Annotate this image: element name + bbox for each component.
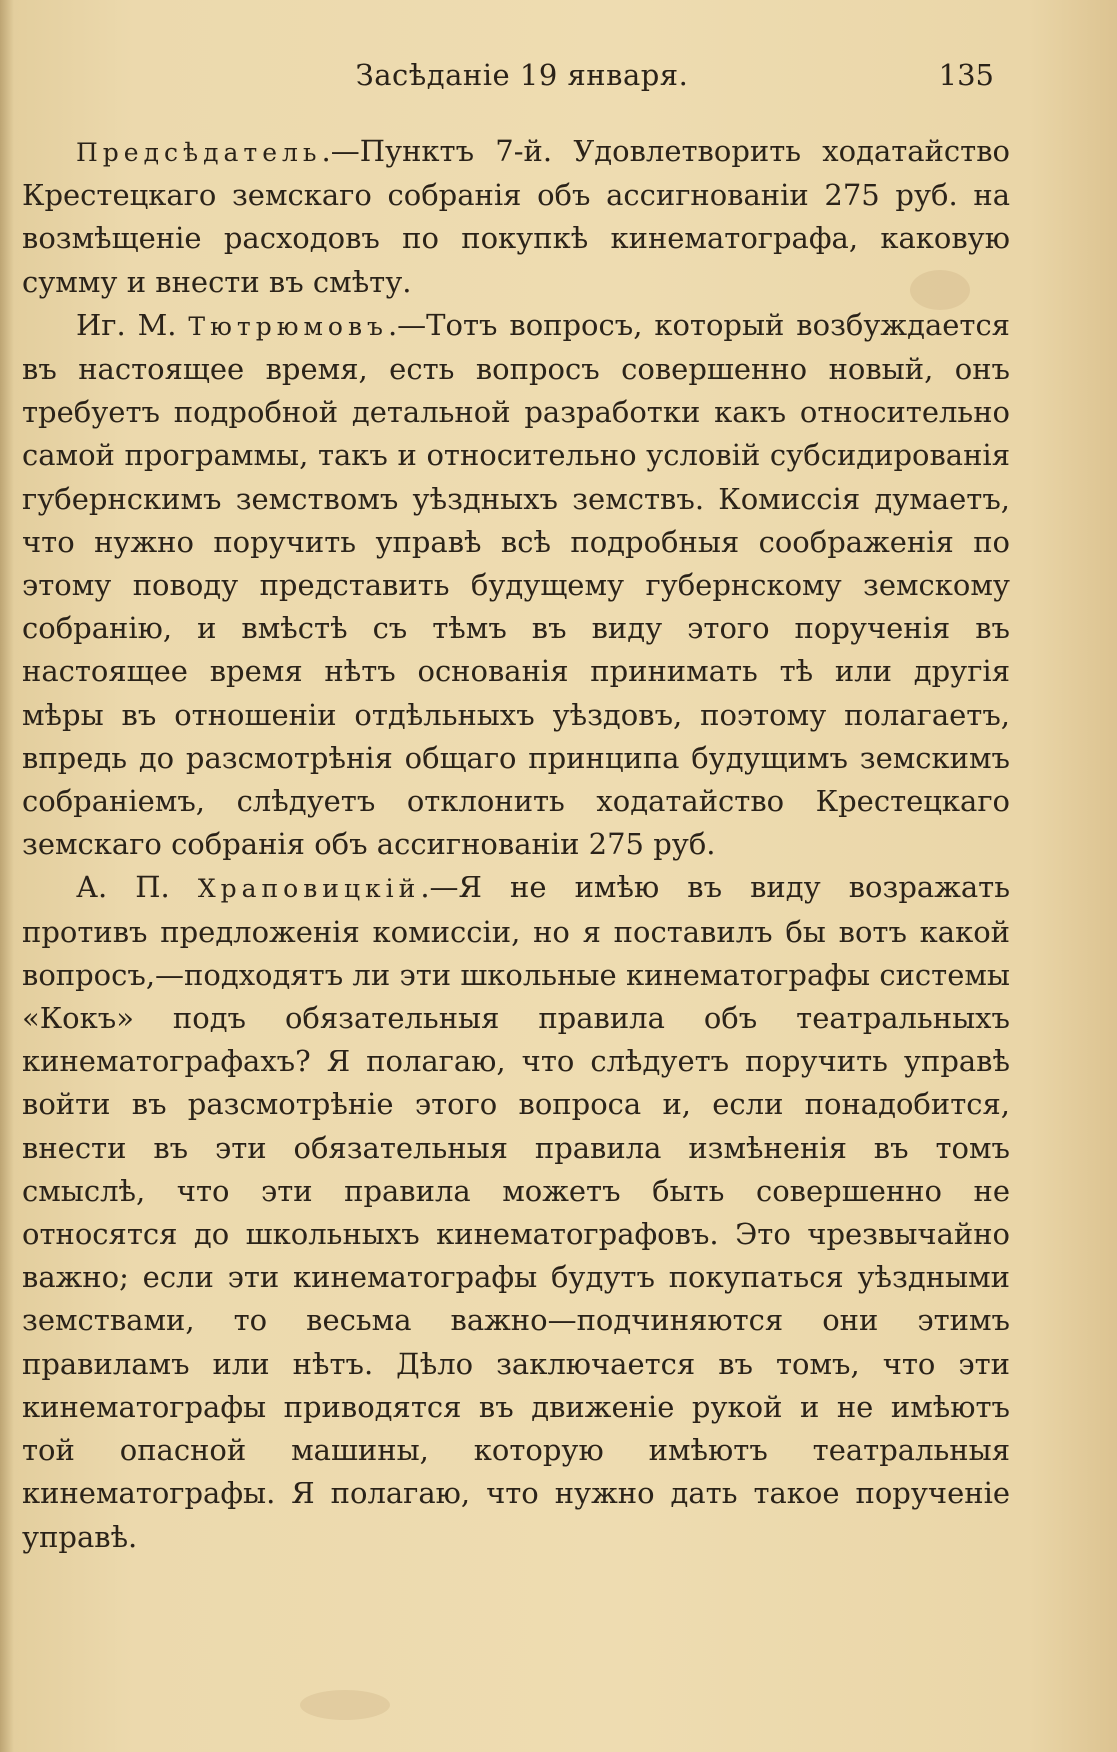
paragraph-text: .—Тотъ вопросъ, который возбуждается въ настоящее время, есть вопросъ совершенно новый, онъ требуетъ подробной детальной разработки какъ относительно самой программы, такъ и относительно условій субсидированія губернскимъ земствомъ уѣздныхъ земствъ. Комиссія думаетъ, что нужно поручить управѣ всѣ подробныя соображенія по этому поводу представить будущему губернскому земскому собранію, и вмѣстѣ съ тѣмъ въ виду этого порученія въ настоящее время нѣтъ основанія принимать тѣ или другія мѣры въ отношеніи отдѣльныхъ уѣздовъ, поэтому полагаетъ, впредь до разсмотрѣнія общаго принципа будущимъ земскимъ собраніемъ, слѣдуетъ отклонить ходатайство Крестецкаго земскаго собранія объ ассигнованіи 275 руб. bbox=[22, 307, 1010, 862]
paragraph-tyutryumov bbox=[22, 304, 1010, 867]
speaker-initials: А. П. bbox=[76, 870, 198, 905]
running-title: Засѣданіе 19 января. bbox=[355, 58, 689, 92]
speaker-name: Тютрюмовъ bbox=[188, 311, 388, 341]
page-number: 135 bbox=[938, 58, 994, 92]
paragraph-chairman bbox=[22, 130, 1010, 304]
speaker-name: Предсѣдатель bbox=[76, 138, 322, 167]
speaker-initials: Иг. М. bbox=[76, 307, 189, 342]
spine-shadow bbox=[0, 0, 14, 1752]
body-text bbox=[22, 130, 1010, 1559]
paragraph-text: .—Я не имѣю въ виду возражать противъ предложенія комиссіи, но я поставилъ бы вотъ какой вопросъ,—подходятъ ли эти школьные кинематографы системы «Кокъ» подъ обязательныя правила объ театральныхъ кинематографахъ? Я полагаю, что слѣдуетъ поручить управѣ войти въ разсмотрѣніе этого вопроса и, если понадобится, внести въ эти обязательныя правила измѣненія въ томъ смыслѣ, что эти правила можетъ быть совершенно не относятся до школьныхъ кинематографовъ. Это чрезвычайно важно; если эти кинематографы будутъ покупаться уѣздными земствами, то весьма важно—подчиняются они этимъ правиламъ или нѣтъ. Дѣло заключается въ томъ, что эти кинематографы приводятся въ движеніе рукой и не имѣютъ той опасной машины, которую имѣютъ театральныя кинематографы. Я полагаю, что нужно дать такое порученіе управѣ. bbox=[22, 870, 1010, 1554]
paragraph-khrapovitsky bbox=[22, 866, 1010, 1558]
paper-stain bbox=[300, 1690, 390, 1720]
running-head bbox=[22, 58, 1022, 102]
paragraph-text: .—Пунктъ 7-й. Удовлетворить ходатайство Крестецкаго земскаго собранія объ ассигнованіи 275 руб. на возмѣщеніе расходовъ по покупкѣ кинематографа, каковую сумму и внести въ смѣту. bbox=[22, 134, 1010, 299]
speaker-name: Храповицкій bbox=[197, 874, 421, 904]
